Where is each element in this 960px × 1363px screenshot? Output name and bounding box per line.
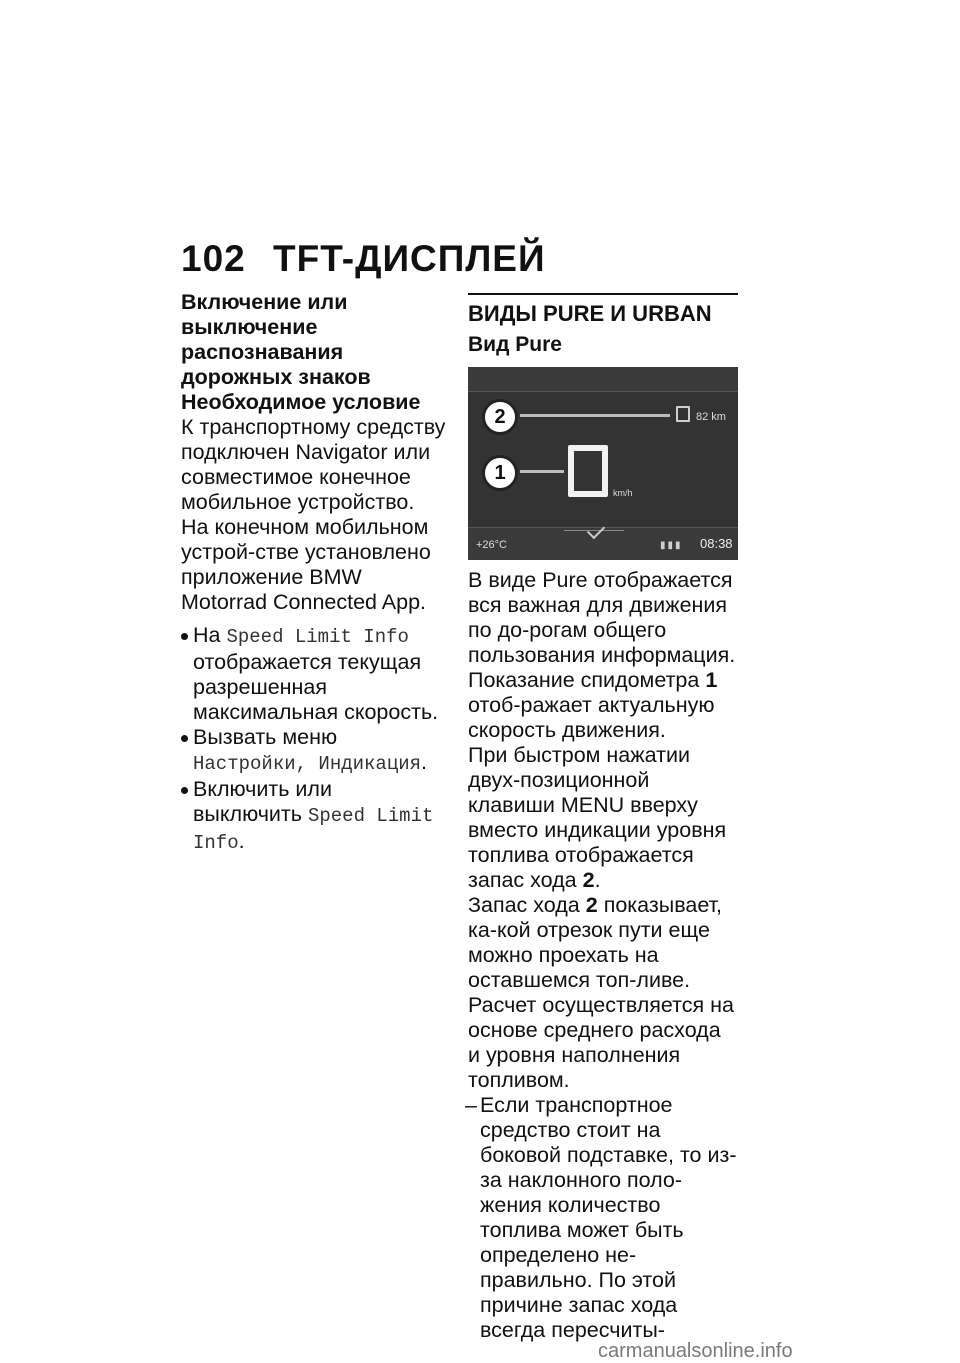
page-title: TFT-ДИСПЛЕЙ <box>273 238 546 279</box>
item-text: . <box>421 750 428 774</box>
paragraph-text: Запас хода <box>468 893 586 917</box>
list-item: – Если транспортное средство стоит на боковой подставке, то из-за наклонного поло-жения количество топлива может быть определено не-правильно. По этой причине запас хода всегда пересчиты- <box>468 1093 738 1343</box>
paragraph: В виде Pure отображается вся важная для движения по до-рогам общего пользования информация. <box>468 568 736 667</box>
menu-code: Настройки, Индикация <box>193 753 422 775</box>
temperature-readout: +26°C <box>476 539 508 551</box>
item-text: На <box>193 623 227 647</box>
section-heading: Включение или выключение распознавания дорожных знаков <box>181 290 371 389</box>
reference-number: 2 <box>582 868 595 892</box>
paragraph-text: При быстром нажатии двух-позиционной клавиши MENU вверху вместо индикации уровня топлива отображается запас хода <box>468 743 727 892</box>
callout-1: 1 <box>482 455 518 491</box>
paragraph <box>468 893 738 1093</box>
reference-number: 2 <box>585 893 598 917</box>
paragraph-text: отоб-ражает актуальную скорость движения. <box>468 693 715 742</box>
clock-readout: 08:38 <box>700 536 733 551</box>
right-column <box>468 290 738 1343</box>
item-text: отображается текущая разрешенная максимальная скорость. <box>193 650 439 724</box>
section-title: ВИДЫ PURE И URBAN <box>468 301 712 326</box>
page-number: 102 <box>181 238 246 279</box>
item-text: . <box>238 829 245 853</box>
item-text: Вызвать меню <box>193 725 338 749</box>
signal-icon: ▮▮▮ <box>660 540 683 551</box>
fuel-pump-icon <box>676 406 690 422</box>
callout-2: 2 <box>482 399 518 435</box>
list-item <box>181 777 446 856</box>
range-readout: 82 km <box>696 411 726 423</box>
section-divider <box>468 293 738 295</box>
list-item <box>181 725 446 777</box>
prerequisite-text: К транспортному средству подключен Navigator или совместимое конечное мобильное устройство. На конечном мобильном устрой-стве установлено приложение BMW Motorrad Connected App. <box>181 415 446 614</box>
menu-code: Speed Limit Info <box>226 626 409 648</box>
item-text: Включить или выключить <box>193 777 332 826</box>
speed-callout-line <box>520 470 564 473</box>
left-column <box>181 290 446 856</box>
paragraph <box>468 668 738 743</box>
note-list <box>468 1093 738 1343</box>
sub-title: Вид Pure <box>468 333 562 356</box>
tft-display-image <box>468 367 738 560</box>
list-item <box>181 623 446 725</box>
reference-number: 1 <box>705 668 718 692</box>
prerequisite-heading: Необходимое условие <box>181 390 421 414</box>
watermark: carmanualsonline.info <box>598 1340 793 1362</box>
menu-code: Speed Limit Info <box>193 805 434 854</box>
paragraph-text: . <box>594 868 601 892</box>
speed-digit <box>568 445 608 497</box>
fuel-level-bar <box>520 414 670 417</box>
paragraph-text: показывает, ка-кой отрезок пути еще можно проехать на оставшемся топ-ливе. Расчет осуществляется на основе среднего расхода и уровня наполнения топливом. <box>468 893 734 1092</box>
speed-unit: km/h <box>613 488 633 498</box>
step-list <box>181 623 446 856</box>
paragraph <box>468 743 738 893</box>
page-header <box>181 238 546 280</box>
paragraph-text: Показание спидометра <box>468 668 706 692</box>
